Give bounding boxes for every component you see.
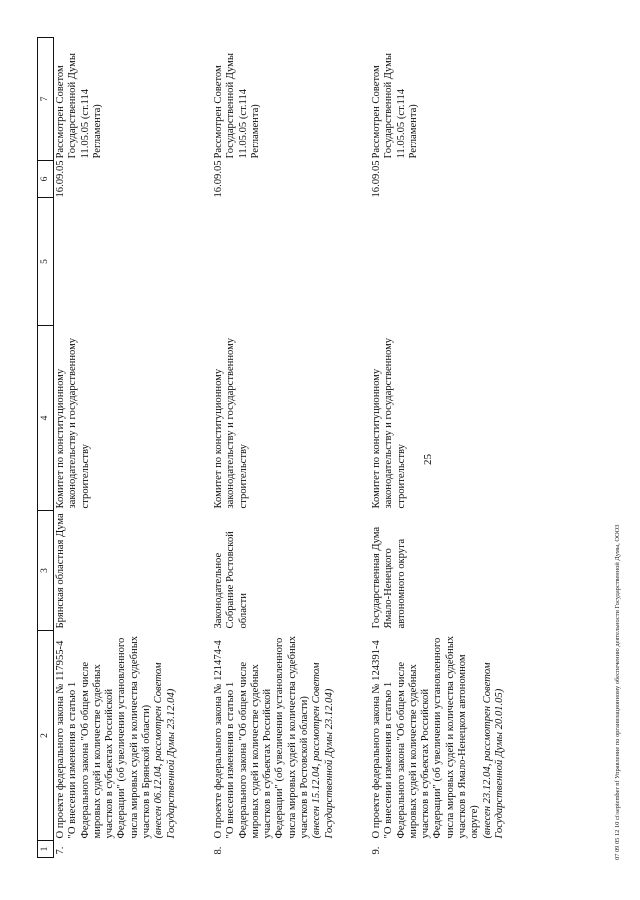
table-row (370, 38, 536, 858)
initiator-cell: Законодательное Собрание Ростовской области (213, 531, 249, 629)
bill-cell (54, 631, 213, 841)
column-header: 1 (38, 841, 54, 858)
date-cell: 16.09.05 (213, 160, 224, 198)
empty-cell (370, 198, 536, 326)
status-cell: Рассмотрен Советом Государственной Думы 11.05.05 (ст.114 Регламента) (213, 53, 261, 159)
date-cell: 16.09.05 (371, 160, 382, 198)
committee-cell: Комитет по конституционному законодательству и государственному строительству (55, 337, 91, 509)
bill-title: О проекте федерального закона № 117955-4 (55, 640, 66, 839)
row-number: 8. (213, 846, 224, 855)
table-row (54, 38, 213, 858)
bill-note: (внесен 15.12.04, рассмотрен Советом Государственной Думы 23.12.04) (311, 662, 335, 839)
table-row (212, 38, 370, 858)
column-header: 4 (38, 326, 54, 511)
bills-table (37, 37, 536, 858)
column-header: 6 (38, 161, 54, 198)
page-number: 25 (422, 454, 434, 465)
table-header-row (38, 38, 54, 858)
empty-cell (212, 198, 370, 326)
bill-description: "О внесении изменения в статью 1 Федерального закона "Об общем числе мировых судей и количестве судебных участков в субъектах Российской Федерации" (об увеличении установленного числа мировых судей и количества судебных участков в Ростовской области) (225, 635, 311, 839)
bill-note: (внесен 06.12.04, рассмотрен Советом Государственной Думы 23.12.04) (153, 662, 177, 839)
date-cell: 16.09.05 (55, 160, 66, 198)
row-number: 7. (55, 846, 66, 855)
bill-cell (212, 631, 370, 841)
initiator-cell: Брянская областная Дума (55, 513, 66, 629)
bill-note: (внесен 23.12.04, рассмотрен Советом Государственной Думы 20.01.05) (481, 662, 505, 839)
bill-title: О проекте федерального закона № 121474-4 (213, 640, 224, 839)
status-cell: Рассмотрен Советом Государственной Думы 11.05.05 (ст.114 Регламента) (371, 53, 419, 159)
column-header: 3 (38, 511, 54, 631)
status-cell: Рассмотрен Советом Государственной Думы 11.05.05 (ст.114 Регламента) (55, 53, 103, 159)
column-header: 5 (38, 198, 54, 326)
row-number: 9. (371, 846, 382, 855)
committee-cell: Комитет по конституционному законодательству и государственному строительству (371, 337, 407, 509)
bill-description: "О внесении изменения в статью 1 Федерального закона "Об общем числе мировых судей и количестве судебных участков в субъектах Российской Федерации" (об увеличении установленного числа мировых судей и количества судебных участков в Брянской области) (67, 635, 153, 839)
column-header: 2 (38, 631, 54, 841)
column-header: 7 (38, 38, 54, 161)
bill-description: "О внесении изменения в статью 1 Федерального закона "Об общем числе мировых судей и количестве судебных участков в субъектах Российской Федерации" (об увеличении установленного числа мировых судей и количества судебных участков в Ямало-Ненецком автономном округе) (383, 635, 481, 839)
bill-title: О проекте федерального закона № 124391-4 (371, 640, 382, 839)
bill-cell (370, 631, 536, 841)
initiator-cell: Государственная Дума Ямало-Ненецкого автономного округа (371, 526, 407, 629)
empty-cell (54, 198, 213, 326)
footer-text: 07 09 05 12 10 ci\september nf Управление по организационному обеспечению деятельности Государственной Думы, ООО3 (614, 524, 621, 860)
committee-cell: Комитет по конституционному законодательству и государственному строительству (213, 337, 249, 509)
